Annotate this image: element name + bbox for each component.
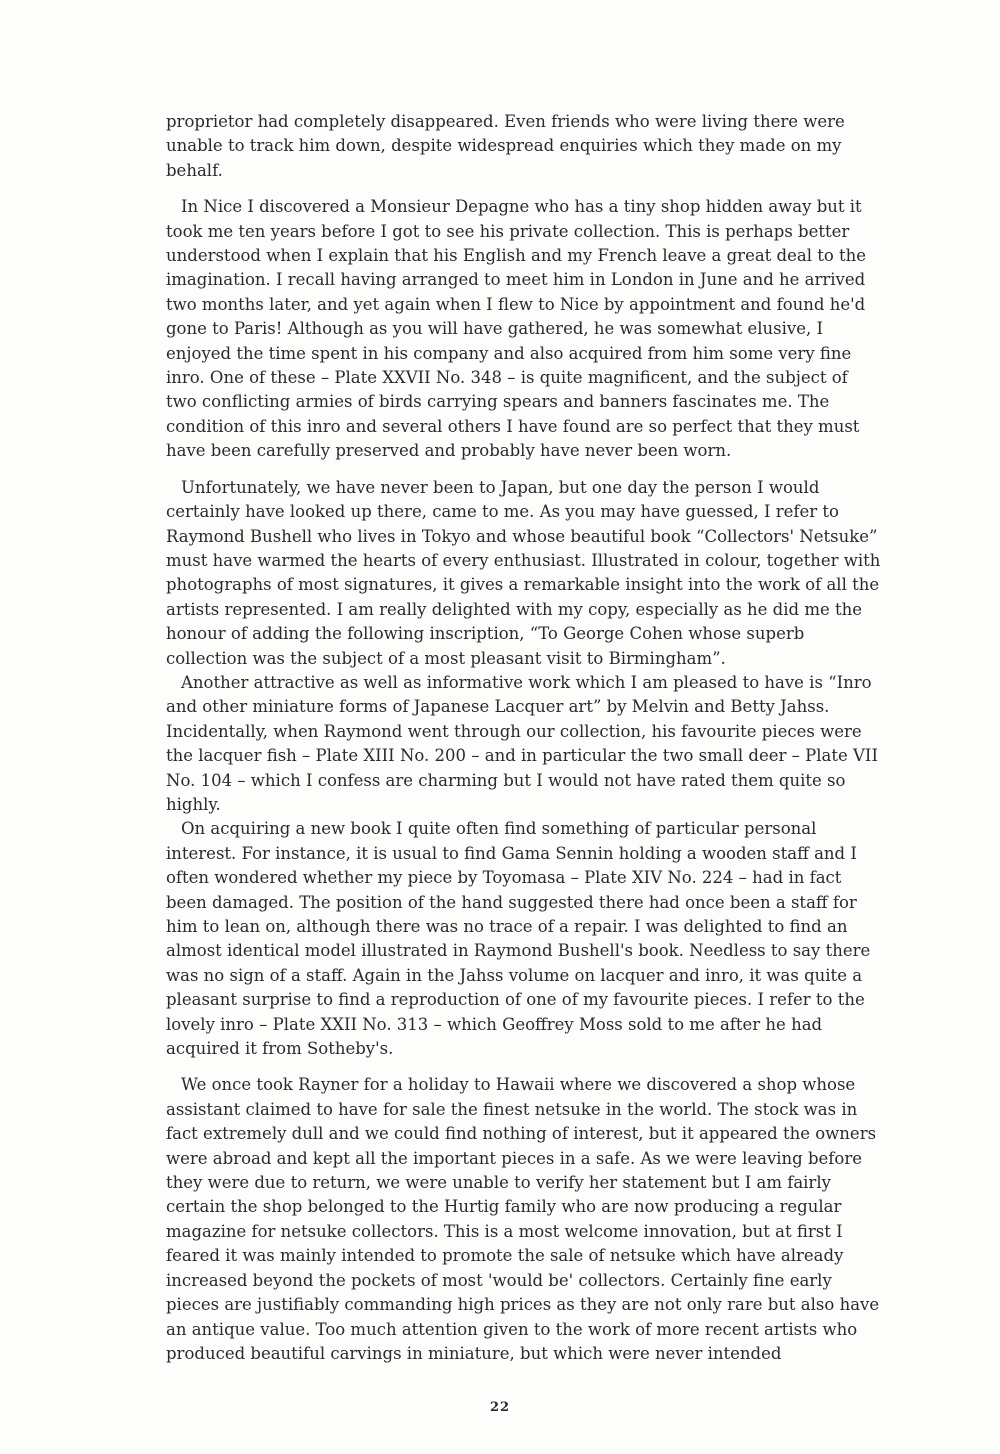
page-number: 22 bbox=[489, 1400, 511, 1415]
paragraph-6: We once took Rayner for a holiday to Hawaii where we discovered a shop whose assistant claimed to have for sale the finest netsuke in the world. The stock was in fact extremely dull and we could find nothing of interest, but it appeared the owners were abroad and kept all the important pieces in a safe. As we were leaving before they were due to return, we were unable to verify her statement but I am fairly certain the shop belonged to the Hurtig family who are now producing a regular magazine for netsuke collectors. This is a most welcome innovation, but at first I feared it was mainly intended to promote the sale of netsuke which have already increased beyond the pockets of most 'would be' collectors. Certainly fine early pieces are justifiably commanding high prices as they are not only rare but also have an antique value. Too much attention given to the work of more recent artists who produced beautiful carvings in miniature, but which were never intended bbox=[166, 1075, 880, 1363]
body-text bbox=[166, 110, 882, 1366]
paragraph-4: Another attractive as well as informative work which I am pleased to have is “Inro and other miniature forms of Japanese Lacquer art” by Melvin and Betty Jahss. Incidentally, when Raymond went through our collection, his favourite pieces were the lacquer fish – Plate XIII No. 200 – and in particular the two small deer – Plate VII No. 104 – which I confess are charming but I would not have rated them quite so highly. bbox=[166, 672, 878, 814]
paragraph-3: Unfortunately, we have never been to Japan, but one day the person I would certainly have looked up there, came to me. As you may have guessed, I refer to Raymond Bushell who lives in Tokyo and whose beautiful book “Collectors' Netsuke” must have warmed the hearts of every enthusiast. Illustrated in colour, together with photographs of most signatures, it gives a remarkable insight into the work of all the artists represented. I am really delighted with my copy, especially as he did me the honour of adding the following inscription, “To George Cohen whose superb collection was the subject of a most pleasant visit to Birmingham”. bbox=[166, 477, 881, 668]
paragraph-5: On acquiring a new book I quite often find something of particular personal interest. For instance, it is usual to find Gama Sennin holding a wooden staff and I often wondered whether my piece by Toyomasa – Plate XIV No. 224 – had in fact been damaged. The position of the hand suggested there had once been a staff for him to lean on, although there was no trace of a repair. I was delighted to find an almost identical model illustrated in Raymond Bushell's book. Needless to say there was no sign of a staff. Again in the Jahss volume on lacquer and inro, it was quite a pleasant surprise to find a reproduction of one of my favourite pieces. I refer to the lovely inro – Plate XXII No. 313 – which Geoffrey Moss sold to me after he had acquired it from Sotheby's. bbox=[166, 819, 871, 1059]
paragraph-1: proprietor had completely disappeared. Even friends who were living there were unable to track him down, despite widespread enquiries which they made on my behalf. bbox=[166, 112, 845, 180]
paragraph-2: In Nice I discovered a Monsieur Depagne who has a tiny shop hidden away but it took me ten years before I got to see his private collection. This is perhaps better understood when I explain that his English and my French leave a great deal to the imagination. I recall having arranged to meet him in London in June and he arrived two months later, and yet again when I flew to Nice by appointment and found he'd gone to Paris! Although as you will have gathered, he was somewhat elusive, I enjoyed the time spent in his company and also acquired from him some very fine inro. One of these – Plate XXVII No. 348 – is quite magnificent, and the subject of two conflicting armies of birds carrying spears and banners fascinates me. The condition of this inro and several others I have found are so perfect that they must have been carefully preserved and probably have never been worn. bbox=[166, 197, 867, 461]
